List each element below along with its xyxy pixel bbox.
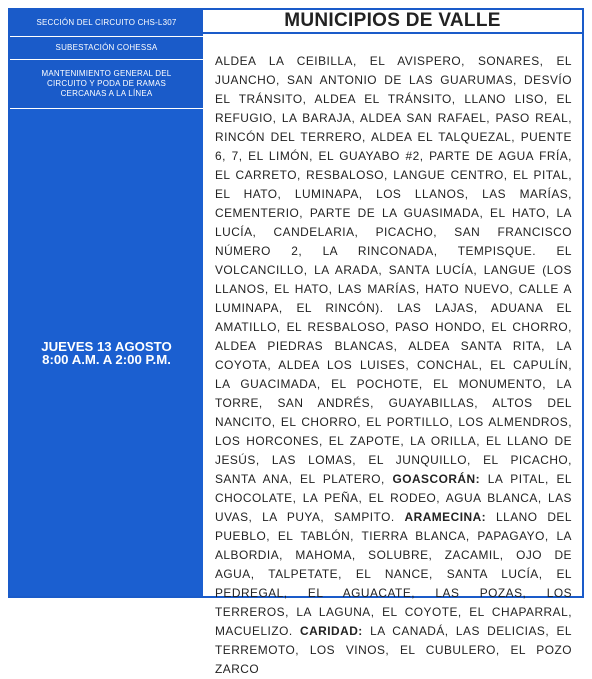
municipality-list-part-1: ALDEA LA CEIBILLA, EL AVISPERO, SONARES, EL JUANCHO, SAN ANTONIO DE LAS GUARUMAS, DESVÍO EL TRÁNSITO, ALDEA EL TRÁNSITO, LLANO LISO, EL REFUGIO, LA BARAJA, ALDEA SAN RAFAEL, PASO REAL, RINCÓN DEL TERRERO, ALDEA EL TALQUEZAL, PUENTE 6, 7, EL LIMÓN, EL GUAYABO #2, PARTE DE AGUA FRÍA, EL CARRETO, RESBALOSO, LANGUE CENTRO, EL PITAL, EL HATO, LUMINAPA, LOS LLANOS, LAS MARÍAS, CEMENTERIO, PARTE DE LA GUASIMADA, EL HATO, LA LUCÍA, CANDELARIA, PICACHO, SAN FRANCISCO NÚMERO 2, LA RINCONADA, TEMPISQUE. EL VOLCANCILLO, LA ARADA, SANTA LUCÍA, LANGUE (LOS LLANOS, EL HATO, LAS MARÍAS, HATO NUEVO, CALLE A LUMINAPA, EL RINCÓN). LAS LAJAS, ADUANA EL AMATILLO, EL RESBALOSO, PASO HONDO, EL CHORRO, ALDEA PIEDRAS BLANCAS, ALDEA SANTA RITA, LA COYOTA, ALDEA LOS LUISES, CONCHAL, EL CAPULÍN, LA GUACIMADA, EL POCHOTE, EL MONUMENTO, LA TORRE, SAN ANDRÉS, GUAYABILLAS, ALTOS DEL NANCITO, EL CHORRO, EL PORTILLO, LOS ALMENDROS, LOS HORCONES, EL ZAPOTE, LA ORILLA, EL LLANO DE JESÚS, LAS LOMAS, EL JUNQUILLO, EL PICACHO, SANTA ANA, EL PLATERO,: [215, 54, 572, 486]
municipality-list: [203, 34, 582, 679]
right-panel: [203, 10, 582, 676]
work-description: MANTENIMIENTO GENERAL DEL CIRCUITO Y PODA DE RAMAS CERCANAS A LA LÍNEA: [10, 60, 203, 109]
municipality-list-part-3: LLANO DEL PUEBLO, EL TABLÓN, TIERRA BLANCA, PAPAGAYO, LA ALBORDIA, MAHOMA, SOLUBRE, ZACAMIL, OJO DE AGUA, TALPETATE, EL NANCE, SANTA LUCÍA, EL PEDREGAL, EL AGUACATE, LAS POZAS, LOS TERREROS, LA LAGUNA, EL COYOTE, EL CHAPARRAL, MACUELIZO.: [215, 510, 572, 638]
left-panel: [10, 10, 203, 596]
outage-notice-table: [8, 8, 584, 676]
page-title: MUNICIPIOS DE VALLE: [203, 10, 582, 34]
municipality-list-part-2: LA PITAL, EL CHOCOLATE, LA PEÑA, EL RODEO, AGUA BLANCA, LAS UVAS, LA PUYA, SAMPITO.: [215, 472, 572, 524]
schedule-date: JUEVES 13 AGOSTO: [41, 338, 172, 354]
schedule-block: [10, 109, 203, 596]
goascoran-label: GOASCORÁN:: [392, 472, 481, 486]
aramecina-label: ARAMECINA:: [404, 510, 487, 524]
schedule-time: 8:00 A.M. A 2:00 P.M.: [42, 351, 171, 367]
municipality-list-part-4: LA CANADÁ, LAS DELICIAS, EL TERREMOTO, LOS VINOS, EL CUBULERO, EL POZO ZARCO: [215, 624, 572, 676]
caridad-label: CARIDAD:: [299, 624, 363, 638]
substation-label: SUBESTACIÓN COHESSA: [10, 37, 203, 60]
circuit-section-label: SECCIÓN DEL CIRCUITO CHS-L307: [10, 10, 203, 37]
